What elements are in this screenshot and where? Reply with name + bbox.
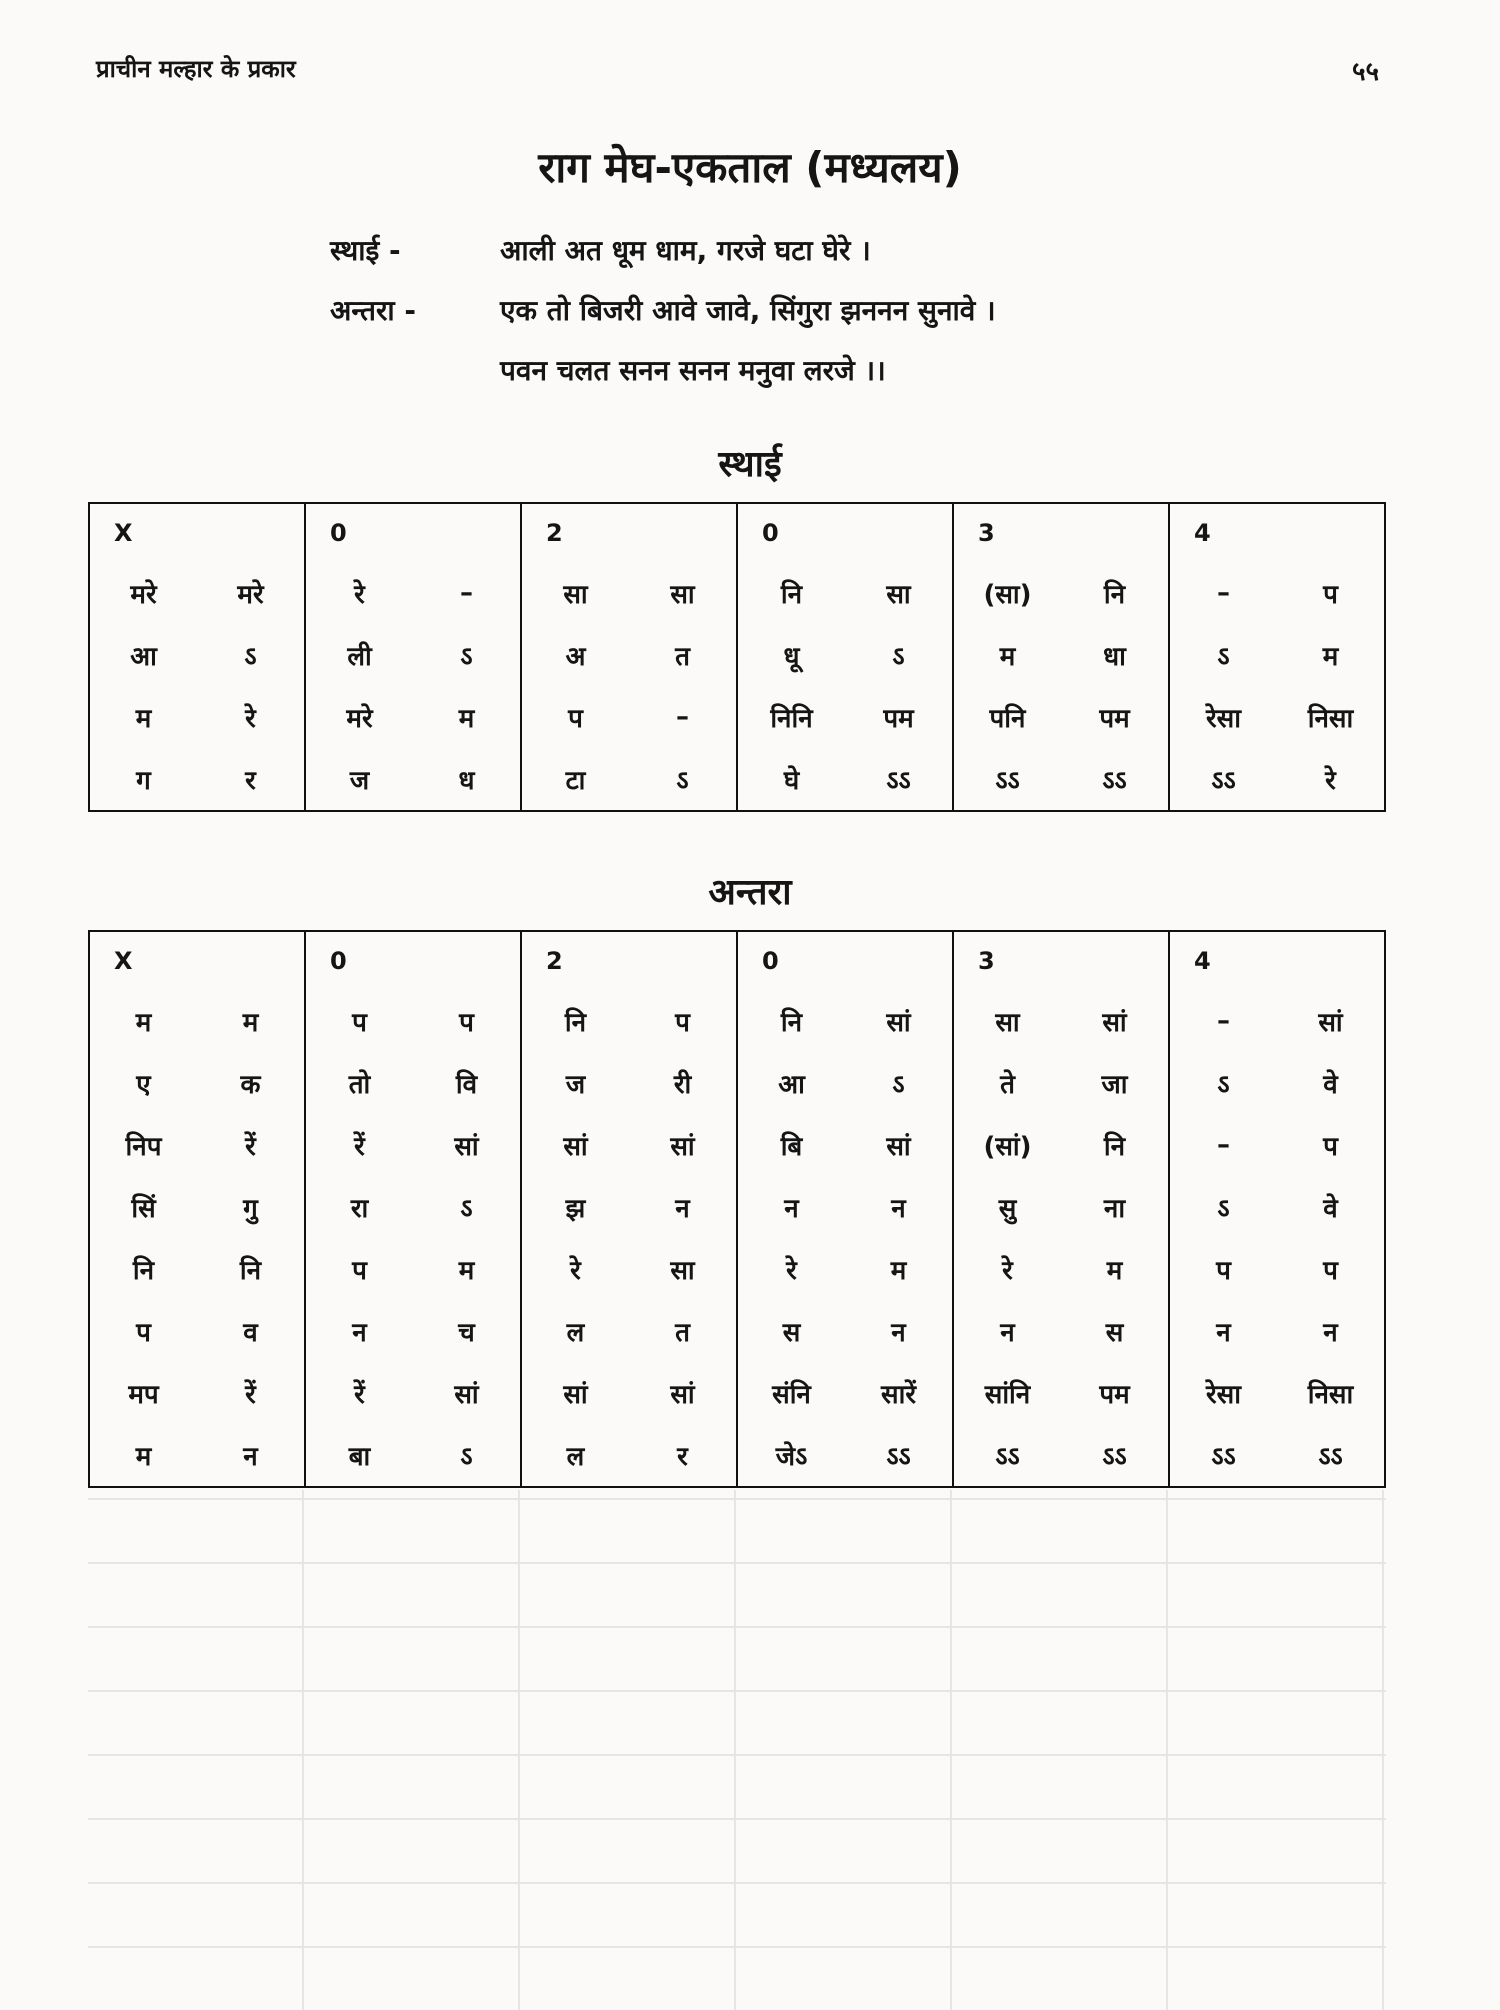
notation-cell: प xyxy=(1216,1256,1231,1286)
notation-cell: ध xyxy=(413,748,521,811)
notation-cell: संनि xyxy=(772,1380,811,1410)
notation-cell: प xyxy=(136,1318,151,1348)
tali-marker: 3 xyxy=(978,519,995,547)
notation-cell: रें xyxy=(197,1362,305,1424)
notation-row xyxy=(89,1176,1385,1238)
notation-cell: सा xyxy=(563,580,588,610)
notation-cell: सारें xyxy=(845,1362,953,1424)
tali-marker: 4 xyxy=(1194,519,1211,547)
tali-spacer xyxy=(197,931,305,990)
notation-cell: रेसा xyxy=(1206,1380,1241,1410)
running-title: प्राचीन मल्हार के प्रकार xyxy=(96,55,296,83)
notation-cell: ना xyxy=(1061,1176,1169,1238)
notation-cell: म xyxy=(999,642,1016,672)
notation-cell: घे xyxy=(783,766,800,796)
notation-cell: सा xyxy=(629,562,737,624)
tali-marker: 0 xyxy=(330,947,347,975)
antara-notation-table xyxy=(88,930,1386,1488)
tali-spacer xyxy=(413,931,521,990)
notation-cell: ऽऽ xyxy=(1211,1442,1236,1472)
tali-marker: 4 xyxy=(1194,947,1211,975)
notation-cell: ऽऽ xyxy=(1318,1442,1343,1472)
lyric-line xyxy=(330,280,996,340)
notation-cell: ऽ xyxy=(413,624,521,686)
notation-cell: धा xyxy=(1061,624,1169,686)
notation-cell: ऽ xyxy=(845,1052,953,1114)
notation-cell: नि xyxy=(780,580,803,610)
notation-cell: सां xyxy=(1061,990,1169,1052)
notation-cell: रे xyxy=(1002,1256,1013,1286)
notation-cell: पम xyxy=(845,686,953,748)
notation-cell: वि xyxy=(413,1052,521,1114)
notation-cell: ज xyxy=(565,1070,586,1100)
notation-cell: ऽ xyxy=(1217,642,1230,672)
notation-cell: ऽऽ xyxy=(1061,1424,1169,1487)
notation-cell: (सा) xyxy=(983,580,1032,610)
notation-cell: ए xyxy=(136,1070,151,1100)
notation-cell: प xyxy=(413,990,521,1052)
notation-cell: ल xyxy=(566,1318,585,1348)
notation-cell: स xyxy=(1061,1300,1169,1362)
notation-cell: च xyxy=(413,1300,521,1362)
notation-cell: निनि xyxy=(770,704,813,734)
notation-cell: धू xyxy=(783,642,800,672)
notation-cell: तो xyxy=(348,1070,371,1100)
lyrics-block xyxy=(330,220,996,400)
bleed-through-grid xyxy=(88,1490,1386,2010)
notation-cell: सां xyxy=(845,990,953,1052)
tali-spacer xyxy=(629,931,737,990)
notation-cell: सा xyxy=(845,562,953,624)
notation-cell: ली xyxy=(347,642,372,672)
sthai-notation-table xyxy=(88,502,1386,812)
notation-cell: ते xyxy=(1000,1070,1015,1100)
notation-cell: म xyxy=(135,704,152,734)
notation-cell: – xyxy=(1217,1130,1230,1160)
notation-cell: म xyxy=(1061,1238,1169,1300)
notation-row xyxy=(89,686,1385,748)
lyric-text: एक तो बिजरी आवे जावे, सिंगुरा झननन सुनावे । xyxy=(500,294,996,327)
page-title: राग मेघ-एकताल (मध्यलय) xyxy=(538,143,962,192)
notation-row xyxy=(89,1424,1385,1487)
tali-spacer xyxy=(1061,931,1169,990)
notation-cell: सां xyxy=(629,1114,737,1176)
tali-spacer xyxy=(1061,503,1169,562)
lyric-label: अन्तरा - xyxy=(330,294,417,327)
lyric-label: स्थाई - xyxy=(330,234,401,267)
notation-cell: रे xyxy=(570,1256,581,1286)
notation-cell: – xyxy=(629,686,737,748)
notation-cell: (सां) xyxy=(983,1132,1032,1162)
notation-cell: रे xyxy=(786,1256,797,1286)
notation-cell: व xyxy=(197,1300,305,1362)
notation-cell: म xyxy=(845,1238,953,1300)
notation-cell: नि xyxy=(780,1008,803,1038)
notation-cell: न xyxy=(1323,1318,1338,1348)
lyric-line xyxy=(330,220,996,280)
notation-cell: सां xyxy=(563,1380,588,1410)
notation-cell: बि xyxy=(780,1132,803,1162)
notation-cell: नि xyxy=(132,1256,155,1286)
notation-cell: सा xyxy=(995,1008,1020,1038)
tali-row xyxy=(89,931,1385,990)
notation-cell: प xyxy=(568,704,583,734)
tali-marker: 3 xyxy=(978,947,995,975)
notation-row xyxy=(89,624,1385,686)
notation-cell: न xyxy=(1216,1318,1231,1348)
notation-cell: प xyxy=(1323,1256,1338,1286)
notation-cell: आ xyxy=(130,642,157,672)
notation-cell: पनि xyxy=(989,704,1026,734)
lyric-text: पवन चलत सनन सनन मनुवा लरजे ।। xyxy=(500,354,886,387)
notation-cell: वे xyxy=(1323,1194,1338,1224)
lyric-line xyxy=(330,340,996,400)
notation-cell: ऽऽ xyxy=(1061,748,1169,811)
notation-cell: अ xyxy=(565,642,586,672)
tali-spacer xyxy=(1277,931,1385,990)
notation-row xyxy=(89,1114,1385,1176)
notation-cell: रे xyxy=(197,686,305,748)
notation-cell: स xyxy=(782,1318,801,1348)
notation-cell: रे xyxy=(1325,766,1336,796)
notation-cell: पम xyxy=(1061,1362,1169,1424)
notation-cell: ऽ xyxy=(197,624,305,686)
notation-cell: मरे xyxy=(346,704,373,734)
notation-cell: न xyxy=(1000,1318,1015,1348)
notation-cell: न xyxy=(629,1176,737,1238)
notation-cell: क xyxy=(197,1052,305,1114)
notation-cell: निसा xyxy=(1307,704,1354,734)
notation-cell: आ xyxy=(778,1070,805,1100)
notation-cell: ऽ xyxy=(629,748,737,811)
notation-cell: सां xyxy=(845,1114,953,1176)
notation-cell: सां xyxy=(413,1362,521,1424)
notation-cell: ऽ xyxy=(413,1176,521,1238)
notation-cell: म xyxy=(135,1008,152,1038)
notation-cell: रा xyxy=(350,1194,369,1224)
notation-cell: म xyxy=(413,1238,521,1300)
notation-cell: प xyxy=(629,990,737,1052)
notation-cell: मरे xyxy=(197,562,305,624)
notation-cell: जेऽ xyxy=(775,1442,808,1472)
notation-cell: न xyxy=(352,1318,367,1348)
notation-cell: रें xyxy=(197,1114,305,1176)
notation-cell: म xyxy=(1322,642,1339,672)
notation-cell: वे xyxy=(1323,1070,1338,1100)
tali-spacer xyxy=(629,503,737,562)
notation-cell: सांनि xyxy=(984,1380,1031,1410)
notation-cell: सिं xyxy=(131,1194,156,1224)
notation-row xyxy=(89,1052,1385,1114)
notation-cell: र xyxy=(197,748,305,811)
notation-row xyxy=(89,748,1385,811)
notation-cell: म xyxy=(413,686,521,748)
tali-spacer xyxy=(1277,503,1385,562)
notation-cell: र xyxy=(629,1424,737,1487)
notation-cell: नि xyxy=(1061,562,1169,624)
notation-cell: रेसा xyxy=(1206,704,1241,734)
notation-cell: ऽ xyxy=(1217,1070,1230,1100)
tali-marker: 2 xyxy=(546,947,563,975)
notation-cell: सु xyxy=(998,1194,1017,1224)
notation-cell: ऽऽ xyxy=(845,1424,953,1487)
notation-row xyxy=(89,1300,1385,1362)
notation-cell: – xyxy=(1217,578,1230,608)
notation-cell: ग xyxy=(136,766,151,796)
notation-cell: नि xyxy=(564,1008,587,1038)
notation-cell: गु xyxy=(197,1176,305,1238)
notation-cell: सां xyxy=(413,1114,521,1176)
notation-cell: निसा xyxy=(1307,1380,1354,1410)
notation-cell: न xyxy=(845,1300,953,1362)
notation-cell: नि xyxy=(197,1238,305,1300)
notation-cell: सां xyxy=(629,1362,737,1424)
notation-cell: मप xyxy=(128,1380,159,1410)
notation-row xyxy=(89,990,1385,1052)
notation-cell: रे xyxy=(354,580,365,610)
tali-spacer xyxy=(845,503,953,562)
notation-cell: पम xyxy=(1061,686,1169,748)
notation-cell: सा xyxy=(629,1238,737,1300)
notation-cell: त xyxy=(629,1300,737,1362)
tali-marker: 0 xyxy=(330,519,347,547)
antara-heading: अन्तरा xyxy=(708,872,792,913)
notation-cell: न xyxy=(845,1176,953,1238)
sthai-heading: स्थाई xyxy=(718,444,782,485)
notation-row xyxy=(89,1362,1385,1424)
notation-cell: सां xyxy=(563,1132,588,1162)
notation-cell: टा xyxy=(565,766,586,796)
notation-cell: ऽऽ xyxy=(995,1442,1020,1472)
tali-spacer xyxy=(197,503,305,562)
notation-cell: ऽ xyxy=(845,624,953,686)
notation-cell: म xyxy=(197,990,305,1052)
notation-row xyxy=(89,562,1385,624)
notation-cell: प xyxy=(1323,580,1338,610)
lyric-text: आली अत धूम धाम, गरजे घटा घेरे । xyxy=(500,234,871,267)
notation-row xyxy=(89,1238,1385,1300)
notation-cell: नि xyxy=(1061,1114,1169,1176)
notation-cell: – xyxy=(413,562,521,624)
page-number: ५५ xyxy=(1352,57,1380,87)
notation-cell: न xyxy=(784,1194,799,1224)
notation-cell: री xyxy=(629,1052,737,1114)
tali-marker: 0 xyxy=(762,519,779,547)
tali-marker: 2 xyxy=(546,519,563,547)
notation-cell: रें xyxy=(354,1132,365,1162)
tali-spacer xyxy=(845,931,953,990)
notation-cell: मरे xyxy=(130,580,157,610)
notation-cell: त xyxy=(629,624,737,686)
tali-row xyxy=(89,503,1385,562)
notation-cell: निप xyxy=(125,1132,162,1162)
tali-spacer xyxy=(413,503,521,562)
notation-cell: प xyxy=(352,1008,367,1038)
notation-cell: रें xyxy=(354,1380,365,1410)
notation-cell: ल xyxy=(566,1442,585,1472)
notation-cell: ऽऽ xyxy=(845,748,953,811)
notation-cell: बा xyxy=(348,1442,371,1472)
notation-cell: ऽ xyxy=(413,1424,521,1487)
notation-cell: न xyxy=(197,1424,305,1487)
notation-cell: जा xyxy=(1061,1052,1169,1114)
notation-cell: झ xyxy=(565,1194,586,1224)
notation-cell: ऽ xyxy=(1217,1194,1230,1224)
notation-cell: प xyxy=(1323,1132,1338,1162)
notation-cell: सां xyxy=(1318,1008,1343,1038)
tali-marker: X xyxy=(114,947,133,975)
notation-cell: – xyxy=(1217,1006,1230,1036)
notation-cell: ऽऽ xyxy=(995,766,1020,796)
notation-cell: प xyxy=(352,1256,367,1286)
notation-cell: ऽऽ xyxy=(1211,766,1236,796)
tali-marker: 0 xyxy=(762,947,779,975)
notation-cell: म xyxy=(135,1442,152,1472)
tali-marker: X xyxy=(114,519,133,547)
notation-cell: ज xyxy=(349,766,370,796)
